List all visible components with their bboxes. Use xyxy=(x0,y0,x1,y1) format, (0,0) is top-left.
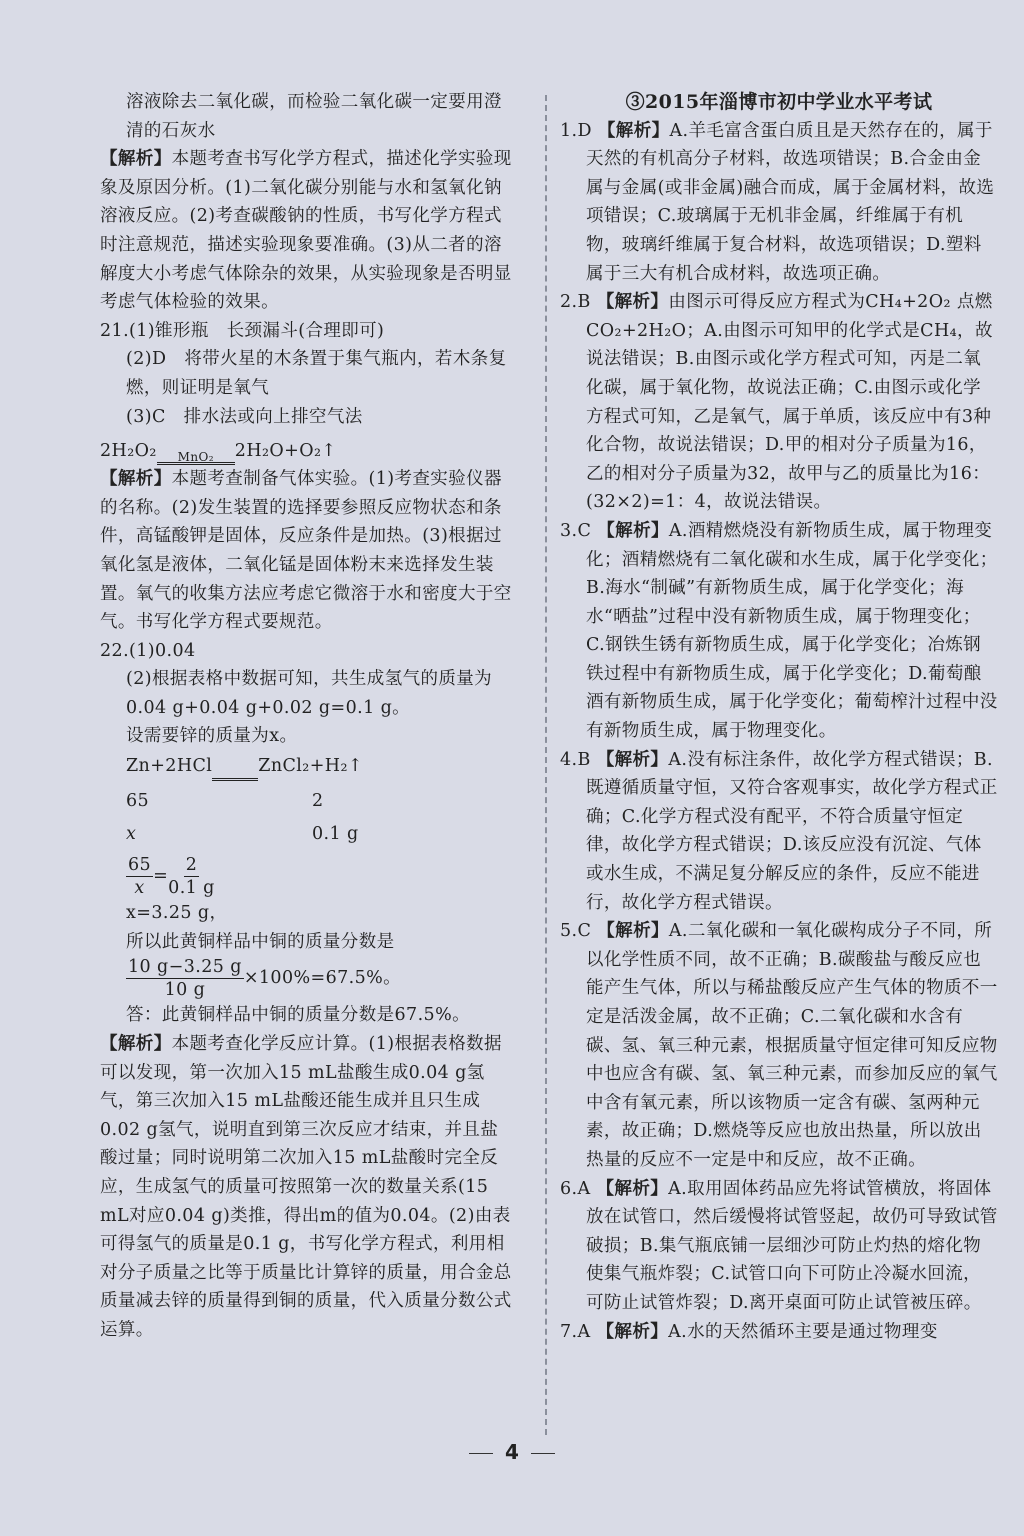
item-number: 1.D xyxy=(560,120,592,141)
list-item xyxy=(560,517,998,746)
x-result: x=3.25 g， xyxy=(126,903,228,924)
equation-2-arrow xyxy=(212,780,258,781)
question-21-1: 21.(1)锥形瓶 长颈漏斗(合理即可) xyxy=(100,320,385,341)
fraction-numerator: 65 xyxy=(128,855,152,876)
percentage-result: ×100%=67.5%。 xyxy=(243,968,402,989)
item-number: 6.A xyxy=(560,1178,591,1199)
equation-1 xyxy=(100,431,512,465)
fraction xyxy=(168,854,215,899)
fraction xyxy=(126,854,153,899)
analysis-tag: 【解析】 xyxy=(597,120,670,141)
item-text: A.羊毛富含蛋白质且是天然存在的，属于天然的有机高分子材料，故选项错误；B.合金由金属与金属(或非金属)融合而成，属于金属材料，故选项错误；C.玻璃属于无机非金属，纤维属于有机物，玻璃纤维属于复合材料，故选项错误；D.塑料属于三大有机合成材料，故选项正确。 xyxy=(586,120,995,284)
question-21-3: (3)C 排水法或向上排空气法 xyxy=(126,406,363,427)
fraction-denominator: 0.1 g xyxy=(168,878,215,899)
item-text: 由图示可得反应方程式为CH₄+2O₂ 点燃 CO₂+2H₂O；A.由图示可知甲的化学式是CH₄，故说法错误；B.由图示或化学方程式可知，丙是二氧化碳，属于氧化物，故说法正确；C.由图示或化学方程式可知，乙是氧气，属于单质，该反应中有3种化合物，故说法错误；D.甲的相对分子质量为16，乙的相对分子质量为32，故甲与乙的质量比为16：(32×2)=1：4，故说法错误。 xyxy=(586,292,993,513)
ratio-value: 0.1 g xyxy=(312,823,359,844)
item-text: A.二氧化碳和一氧化碳构成分子不同，所以化学性质不同，故不正确；B.碳酸盐与酸反应也能产生气体，所以与稀盐酸反应产生气体的物质不一定是活泼金属，故不正确；C.二氧化碳和水含有碳、氢、氧三种元素，根据质量守恒定律可知反应物中也应含有碳、氢、氧三种元素，而参加反应的氧气中含有氧元素，所以该物质一定含有碳、氢两种元素，故正确；D.燃烧等反应也放出热量，所以放出热量的反应不一定是中和反应，故不正确。 xyxy=(586,921,998,1170)
analysis-text: 本题考查制备气体实验。(1)考查实验仪器的名称。(2)发生装置的选择要参照反应物状态和条件，高锰酸钾是固体，反应条件是加热。(3)根据过氧化氢是液体，二氧化锰是固体粉末来选择发生装置。氧气的收集方法应考虑它微溶于水和密度大于空气。书写化学方程式要规范。 xyxy=(100,469,512,633)
item-number: 5.C xyxy=(560,921,592,942)
analysis-tag: 【解析】 xyxy=(596,749,669,770)
analysis-tag: 【解析】 xyxy=(597,520,669,541)
ratio-value: 2 xyxy=(312,791,324,812)
question-22-1: 22.(1)0.04 xyxy=(100,640,196,661)
item-text: A.酒精燃烧没有新物质生成，属于物理变化；酒精燃烧有二氧化碳和水生成，属于化学变化；B.海水“制碱”有新物质生成，属于化学变化；海水“晒盐”过程中没有新物质生成，属于物理变化；C.钢铁生锈有新物质生成，属于化学变化；冶炼钢铁过程中有新物质生成，属于化学变化；D.葡萄酿酒有新物质生成，属于化学变化；葡萄榨汁过程中没有新物质生成，属于物理变化。 xyxy=(586,520,998,742)
list-item xyxy=(560,1175,998,1318)
percentage-calc xyxy=(100,956,512,1001)
list-item xyxy=(560,1318,998,1347)
right-column xyxy=(560,88,998,1346)
item-number: 4.B xyxy=(560,749,591,770)
left-column xyxy=(100,88,512,1345)
item-text: A.取用固体药品应先将试管横放，将固体放在试管口，然后缓慢将试管竖起，故仍可导致试管破损；B.集气瓶底铺一层细沙可防止灼热的熔化物使集气瓶炸裂；C.试管口向下可防止冷凝水回流，可防止试管炸裂；D.离开桌面可防止试管被压碎。 xyxy=(586,1178,998,1313)
list-item xyxy=(560,288,998,517)
analysis-tag: 【解析】 xyxy=(100,469,172,490)
column-divider xyxy=(545,95,547,1435)
equation-1-right: 2H₂O+O₂↑ xyxy=(234,440,337,461)
ratio-value: x xyxy=(126,823,137,844)
item-text: A.没有标注条件，故化学方程式错误；B.既遵循质量守恒，又符合客观事实，故化学方程式正确；C.化学方程式没有配平，不符合质量守恒定律，故化学方程式错误；D.该反应没有沉淀、气体或水生成，不满足复分解反应的条件，反应不能进行，故化学方程式错误。 xyxy=(586,749,998,913)
equation-2 xyxy=(100,751,512,781)
proportion: $\frac{65}{x}$ = $\frac{2}{0.1 g}$ xyxy=(128,855,215,899)
analysis-tag: 【解析】 xyxy=(100,149,172,170)
analysis-paragraph xyxy=(100,1030,512,1345)
ratio-row-2 xyxy=(100,820,512,849)
page-number xyxy=(0,1440,1024,1464)
fraction-denominator: x xyxy=(134,878,145,899)
equation-1-condition: MnO₂ xyxy=(177,450,214,465)
analysis-tag: 【解析】 xyxy=(596,1178,669,1199)
ratio-row-1 xyxy=(100,787,512,816)
item-number: 7.A xyxy=(560,1321,591,1342)
analysis-text: 本题考查化学反应计算。(1)根据表格数据可以发现，第一次加入15 mL盐酸生成0.04 g氢气，第三次加入15 mL盐酸还能生成并且只生成0.02 g氢气，说明直到第三次反应才结束，并且盐酸过量；同时说明第二次加入15 mL盐酸时完全反应，生成氢气的质量可按照第一次的数量关系(15 mL对应0.04 g)类推，得出m的值为0.04。(2)由表可得氢气的质量是0.1 g，书写化学方程式，利用相对分子质量之比等于质量比计算锌的质量，用合金总质量减去锌的质量得到铜的质量，代入质量分数公式运算。 xyxy=(100,1034,512,1340)
question-21-2: (2)D 将带火星的木条置于集气瓶内，若木条复燃，则证明是氧气 xyxy=(126,349,507,398)
list-item xyxy=(560,746,998,918)
question-22-4: 所以此黄铜样品中铜的质量分数是 xyxy=(126,931,395,952)
analysis-tag: 【解析】 xyxy=(100,1034,172,1055)
fraction-numerator: 2 xyxy=(185,855,198,876)
item-text: A.水的天然循环主要是通过物理变 xyxy=(668,1321,938,1342)
item-number: 3.C xyxy=(560,520,592,541)
question-22-3: 设需要锌的质量为x。 xyxy=(126,726,298,747)
analysis-tag: 【解析】 xyxy=(596,1321,669,1342)
equation-1-left: 2H₂O₂ xyxy=(100,440,157,461)
answer-list xyxy=(560,117,998,1347)
analysis-tag: 【解析】 xyxy=(596,292,669,313)
equation-2-right: ZnCl₂+H₂↑ xyxy=(258,756,363,777)
fraction xyxy=(126,956,244,1001)
ratio-value: 65 xyxy=(126,791,150,812)
analysis-tag: 【解析】 xyxy=(597,921,669,942)
fraction-numerator: 10 g−3.25 g xyxy=(128,957,242,978)
equation-2-left: Zn+2HCl xyxy=(126,756,213,777)
answer-line: 答：此黄铜样品中铜的质量分数是67.5%。 xyxy=(126,1005,470,1026)
fraction-denominator: 10 g xyxy=(164,980,206,1001)
list-item xyxy=(560,917,998,1174)
list-item xyxy=(560,117,998,289)
question-22-2: (2)根据表格中数据可知，共生成氢气的质量为0.04 g+0.04 g+0.02 g=0.1 g。 xyxy=(126,669,493,718)
page-number-value: 4 xyxy=(505,1440,519,1464)
analysis-paragraph xyxy=(100,145,512,317)
item-number: 2.B xyxy=(560,292,591,313)
text-paragraph: 溶液除去二氧化碳，而检验二氧化碳一定要用澄清的石灰水 xyxy=(126,92,502,141)
equation-1-arrow xyxy=(157,450,235,465)
analysis-paragraph xyxy=(100,465,512,637)
analysis-text: 本题考查书写化学方程式，描述化学实验现象及原因分析。(1)二氧化碳分别能与水和氢氧化钠溶液反应。(2)考查碳酸钠的性质，书写化学方程式时注意规范，描述实验现象要准确。(3)从二者的溶解度大小考虑气体除杂的效果，从实验现象是否明显考虑气体检验的效果。 xyxy=(100,149,512,313)
section-title: ③2015年淄博市初中学业水平考试 xyxy=(625,91,933,113)
